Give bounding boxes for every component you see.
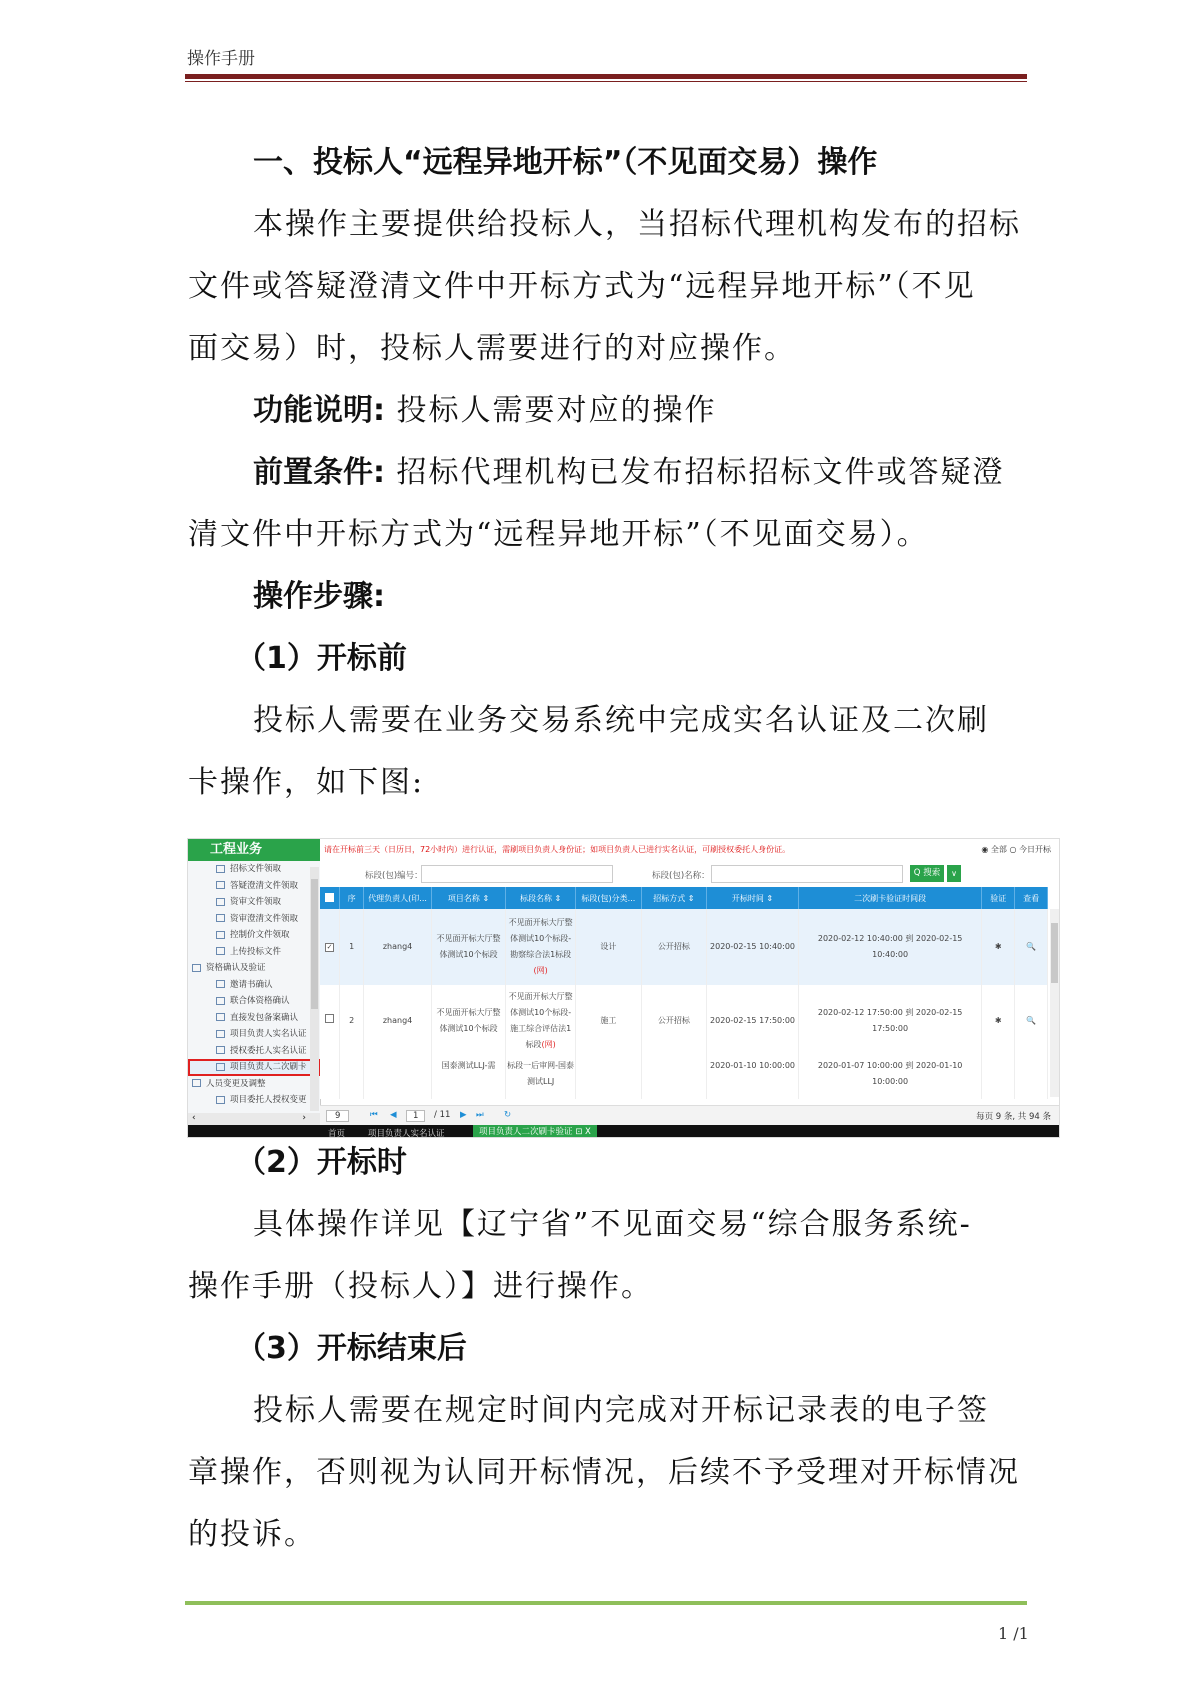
- step-2-line-1: 具体操作详见【辽宁省”不见面交易“综合服务系统-: [253, 1207, 972, 1242]
- row-checkbox[interactable]: [320, 985, 340, 1057]
- cell: 设计: [576, 909, 642, 985]
- header-rule: [185, 74, 1027, 79]
- col-header[interactable]: 查看: [1015, 887, 1048, 909]
- folder-icon: [192, 964, 201, 972]
- sidebar-item-label: 答疑澄清文件领取: [230, 880, 299, 891]
- cell: 不见面开标大厅整体测试10个标段: [431, 985, 505, 1057]
- sidebar: [188, 839, 321, 1125]
- steps-heading: [188, 566, 1028, 628]
- step-3-title: （3）开标结束后: [236, 1331, 467, 1366]
- cell: 2020-01-10 10:00:00: [707, 1057, 799, 1099]
- precondition-label: 前置条件:: [253, 455, 385, 490]
- page-header-title: 操作手册: [187, 49, 255, 69]
- step-1-title: （1）开标前: [236, 641, 407, 676]
- cell: [641, 1057, 707, 1099]
- table-row[interactable]: [320, 985, 1048, 1057]
- col-header[interactable]: 项目名称 ⇕: [431, 887, 505, 909]
- col-header[interactable]: 代理负责人(印...: [364, 887, 432, 909]
- intro-line-2: 文件或答疑澄清文件中开标方式为“远程异地开标”（不见: [188, 269, 976, 304]
- sidebar-item-label: 招标文件领取: [230, 864, 282, 874]
- cell: 标段一后审网-国泰测试LLJ: [506, 1057, 576, 1099]
- tab-home[interactable]: 首页: [328, 1129, 346, 1138]
- page-summary: 每页 9 条, 共 94 条: [976, 1112, 1051, 1122]
- cell: 2020-02-15 10:40:00: [707, 909, 799, 985]
- sidebar-item-label: 授权委托人实名认证: [230, 1045, 307, 1056]
- section-name-label: 标段(包)名称：: [652, 871, 710, 881]
- step-3-line-2: 章操作，否则视为认同开标情况，后续不予受理对开标情况: [188, 1455, 1020, 1490]
- notice-bar: [320, 839, 1059, 861]
- page-icon: [216, 881, 225, 889]
- col-header[interactable]: 序: [340, 887, 364, 909]
- next-page-icon[interactable]: ▶: [460, 1110, 467, 1120]
- page-icon: [216, 898, 225, 906]
- cell: 公开招标: [641, 985, 707, 1057]
- precondition-text: 招标代理机构已发布招标招标文件或答疑澄: [385, 455, 1005, 490]
- col-header[interactable]: 二次刷卡验证时间段: [798, 887, 982, 909]
- col-header[interactable]: 验证: [982, 887, 1015, 909]
- main-panel: [320, 839, 1059, 1125]
- search-bar: [320, 861, 1059, 887]
- sidebar-item[interactable]: [188, 977, 320, 994]
- data-table: [320, 887, 1048, 1099]
- sidebar-item[interactable]: [188, 944, 320, 961]
- notice-text: 请在开标前三天（日历日，72小时内）进行认证，需刷项目负责人身份证；如项目负责人已进行实名认证，可刷授权委托人身份证。: [324, 845, 791, 854]
- filter-radios: [975, 839, 1051, 861]
- sidebar-item[interactable]: [188, 878, 320, 895]
- sidebar-item[interactable]: [188, 911, 320, 928]
- cell: [364, 1057, 432, 1099]
- cell: [576, 1057, 642, 1099]
- cell: 2020-01-07 10:00:00 到 2020-01-10 10:00:00: [798, 1057, 982, 1099]
- table-scroll-thumb[interactable]: [1051, 923, 1058, 983]
- pagination-bar: [320, 1105, 1059, 1126]
- sidebar-item[interactable]: [188, 960, 320, 977]
- page-icon: [216, 865, 225, 873]
- cell: 2020-02-12 10:40:00 到 2020-02-15 10:40:00: [798, 909, 982, 985]
- sidebar-item-label: 项目负责人实名认证: [230, 1029, 307, 1039]
- radio-all[interactable]: ◉ 全部: [981, 845, 1007, 854]
- section-name: 不见面开标大厅整体测试10个标段-勘察综合法1标段: [508, 918, 573, 959]
- prev-page-icon[interactable]: ◀: [390, 1110, 397, 1120]
- table-row[interactable]: [320, 1057, 1048, 1099]
- precondition-line-2: 清文件中开标方式为“远程异地开标”（不见面交易）。: [188, 517, 929, 552]
- sidebar-item[interactable]: [188, 894, 320, 911]
- sidebar-item[interactable]: [188, 1026, 320, 1043]
- sidebar-item[interactable]: [188, 1059, 320, 1076]
- sidebar-item[interactable]: [188, 1076, 320, 1093]
- step-1-line-2: 卡操作，如下图:: [188, 765, 425, 800]
- verify-icon[interactable]: ✱: [982, 985, 1015, 1057]
- section-name-input[interactable]: [711, 865, 903, 883]
- sidebar-item-label: 联合体资格确认: [230, 996, 290, 1006]
- header-rule-thin: [185, 81, 1027, 82]
- system-screenshot: [187, 838, 1060, 1138]
- page-input[interactable]: 1: [406, 1110, 425, 1122]
- step-1-line-1: 投标人需要在业务交易系统中完成实名认证及二次刷: [253, 703, 989, 738]
- total-pages: / 11: [434, 1110, 451, 1120]
- sidebar-item[interactable]: [188, 1043, 320, 1060]
- page-icon: [216, 931, 225, 939]
- row-checkbox[interactable]: ✓: [320, 909, 340, 985]
- sidebar-item[interactable]: [188, 993, 320, 1010]
- section-heading: 一、投标人“远程异地开标”（不见面交易）操作: [253, 145, 878, 180]
- sidebar-scroll-thumb[interactable]: [311, 879, 318, 1009]
- step-3-line-1: 投标人需要在规定时间内完成对开标记录表的电子签: [253, 1393, 989, 1428]
- cell: 不见面开标大厅整体测试10个标段: [431, 909, 505, 985]
- step-2-line-2: 操作手册（投标人）】进行操作。: [188, 1269, 653, 1304]
- step-3-line-3: 的投诉。: [188, 1517, 316, 1552]
- section-mark: (网): [541, 1040, 556, 1049]
- cell: 2020-02-15 17:50:00: [707, 985, 799, 1057]
- function-text: 投标人需要对应的操作: [385, 393, 717, 428]
- refresh-icon[interactable]: ↻: [504, 1110, 512, 1120]
- tab-bar: [188, 1125, 1059, 1138]
- page-icon: [216, 1096, 225, 1104]
- page-number: 1 /1: [998, 1624, 1029, 1643]
- first-page-icon[interactable]: ⏮: [370, 1110, 378, 1120]
- section-code-input[interactable]: [421, 865, 613, 883]
- select-all-checkbox[interactable]: [320, 887, 340, 909]
- sidebar-item-label: 人员变更及调整: [206, 1078, 266, 1089]
- cell: [506, 985, 576, 1057]
- scroll-right-icon[interactable]: ›: [302, 1113, 306, 1123]
- sidebar-title: 工程业务: [188, 839, 320, 861]
- sidebar-item-label: 项目负责人二次刷卡: [230, 1062, 307, 1072]
- search-button[interactable]: Q 搜索: [910, 865, 944, 882]
- cell: [982, 1057, 1015, 1099]
- page-icon: [216, 1063, 225, 1071]
- sidebar-item-label: 项目委托人授权变更: [230, 1095, 307, 1105]
- view-icon[interactable]: 🔍: [1015, 985, 1048, 1057]
- cell: 1: [340, 909, 364, 985]
- precondition-line-1: [188, 442, 1028, 504]
- sidebar-item-label: 邀请书确认: [230, 979, 273, 990]
- folder-icon: [192, 1079, 201, 1087]
- page-icon: [216, 1013, 225, 1021]
- scroll-left-icon[interactable]: ‹: [192, 1113, 196, 1123]
- sidebar-item-label: 直接发包备案确认: [230, 1012, 299, 1023]
- search-dropdown-button[interactable]: ∨: [947, 865, 961, 882]
- sidebar-item[interactable]: [188, 1092, 320, 1109]
- section-code-label: 标段(包)编号：: [365, 871, 423, 881]
- cell: 施工: [576, 985, 642, 1057]
- sidebar-item-label: 资格确认及验证: [206, 963, 266, 973]
- last-page-icon[interactable]: ⏭: [476, 1110, 484, 1120]
- sidebar-item[interactable]: [188, 861, 320, 878]
- sidebar-item-label: 上传投标文件: [230, 946, 282, 957]
- function-label: 功能说明:: [253, 393, 385, 428]
- page-icon: [216, 914, 225, 922]
- tab-realname[interactable]: 项目负责人实名认证: [368, 1129, 445, 1138]
- cell: zhang4: [364, 985, 432, 1057]
- step-2-title: （2）开标时: [236, 1145, 407, 1180]
- cell: 国泰测试LLJ-需: [431, 1057, 505, 1099]
- table-header-row: [320, 887, 1048, 909]
- sidebar-item-label: 资审文件领取: [230, 897, 282, 907]
- cell: [506, 909, 576, 985]
- page-icon: [216, 1030, 225, 1038]
- sidebar-menu: [188, 861, 320, 1109]
- footer-rule: [185, 1601, 1027, 1605]
- sidebar-item[interactable]: [188, 1010, 320, 1027]
- col-header[interactable]: 标段名称 ⇕: [506, 887, 576, 909]
- sidebar-item-label: 资审澄清文件领取: [230, 913, 299, 924]
- page-icon: [216, 947, 225, 955]
- col-header[interactable]: 招标方式 ⇕: [641, 887, 707, 909]
- intro-line-1: 本操作主要提供给投标人，当招标代理机构发布的招标: [253, 207, 1021, 242]
- col-header[interactable]: 开标时间 ⇕: [707, 887, 799, 909]
- table-row[interactable]: [320, 909, 1048, 985]
- verify-icon[interactable]: ✱: [982, 909, 1015, 985]
- section-mark: (网): [533, 966, 548, 975]
- cell: [1015, 1057, 1048, 1099]
- cell: 公开招标: [641, 909, 707, 985]
- sidebar-item[interactable]: [188, 927, 320, 944]
- cell: zhang4: [364, 909, 432, 985]
- view-icon[interactable]: 🔍: [1015, 909, 1048, 985]
- intro-line-3: 面交易）时，投标人需要进行的对应操作。: [188, 331, 796, 366]
- cell: 2: [340, 985, 364, 1057]
- page-icon: [216, 997, 225, 1005]
- cell: 2020-02-12 17:50:00 到 2020-02-15 17:50:00: [798, 985, 982, 1057]
- page-icon: [216, 980, 225, 988]
- steps-label: 操作步骤:: [253, 579, 385, 614]
- page-icon: [216, 1046, 225, 1054]
- sidebar-item-label: 控制价文件领取: [230, 930, 290, 940]
- tab-second-swipe[interactable]: 项目负责人二次刷卡验证 ⊡ X: [473, 1125, 597, 1138]
- col-header[interactable]: 标段(包)分类...: [576, 887, 642, 909]
- radio-today[interactable]: ○ 今日开标: [1009, 845, 1051, 854]
- function-description: [188, 380, 1028, 442]
- row-checkbox[interactable]: [320, 1057, 340, 1099]
- sidebar-hscroll[interactable]: [188, 1113, 320, 1125]
- cell: [340, 1057, 364, 1099]
- section-name: 不见面开标大厅整体测试10个标段-施工综合评估法1标段: [508, 992, 573, 1049]
- page-size-select[interactable]: 9: [326, 1110, 349, 1122]
